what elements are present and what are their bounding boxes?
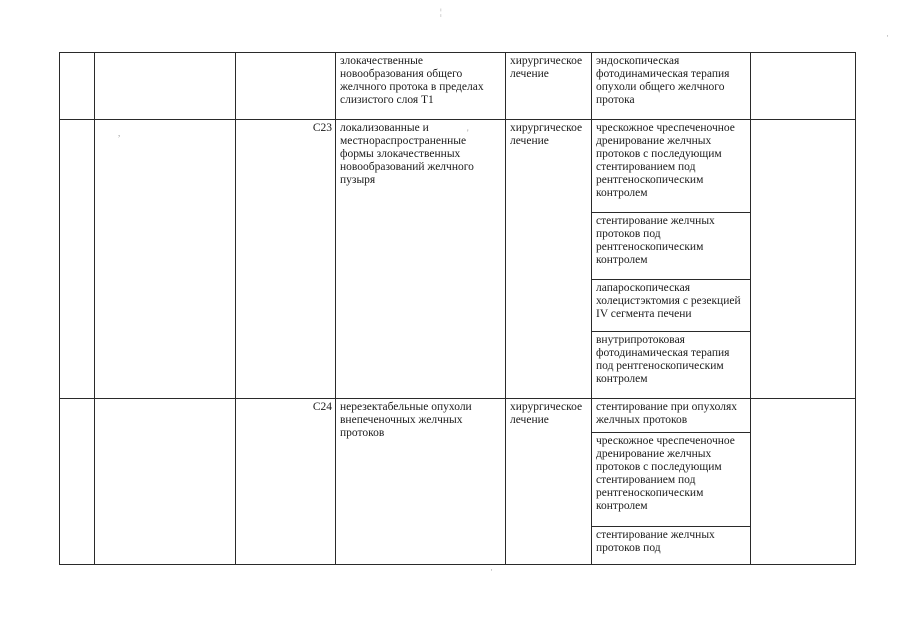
scan-mark-stray: , <box>118 128 121 138</box>
treatment-method-cell: чрескожное чреспеченочное дренирование желчных протоков с последующим стентированием под рентгеноскопическим контролем <box>592 119 751 212</box>
scan-mark-top: ¦ <box>440 7 442 17</box>
table-row <box>60 119 856 212</box>
treatment-type-cell: хирургическое лечение <box>506 399 592 565</box>
icd-code-cell <box>236 53 336 120</box>
number-cell <box>60 399 95 565</box>
treatment-method-cell: стентирование желчных протоков под рентгеноскопическим контролем <box>592 212 751 279</box>
treatment-method-cell: эндоскопическая фотодинамическая терапия опухоли общего желчного протока <box>592 53 751 120</box>
scan-mark-stray: ' <box>467 128 469 138</box>
treatment-method-cell: стентирование желчных протоков под <box>592 526 751 565</box>
scan-mark-bottom: · <box>490 565 493 575</box>
treatment-method-cell: стентирование при опухолях желчных протоков <box>592 399 751 433</box>
nosology-cell: нерезектабельные опухоли внепеченочных желчных протоков <box>336 399 506 565</box>
treatment-method-cell: внутрипротоковая фотодинамическая терапия под рентгеноскопическим контролем <box>592 332 751 399</box>
icd-code-cell: С24 <box>236 399 336 565</box>
care-type-cell <box>95 53 236 120</box>
medical-care-table <box>59 52 856 565</box>
cost-cell <box>751 53 856 120</box>
scan-mark-corner: · <box>886 31 889 41</box>
number-cell <box>60 119 95 398</box>
treatment-type-cell: хирургическое лечение <box>506 119 592 398</box>
treatment-method-cell: чрескожное чреспеченочное дренирование желчных протоков с последующим стентированием под рентгеноскопическим контролем <box>592 433 751 526</box>
table-row <box>60 399 856 433</box>
number-cell <box>60 53 95 120</box>
nosology-cell: локализованные и местнораспространенные формы злокачественных новообразований желчного пузыря <box>336 119 506 398</box>
cost-cell <box>751 119 856 398</box>
treatment-type-cell: хирургическое лечение <box>506 53 592 120</box>
care-type-cell <box>95 119 236 398</box>
nosology-cell: злокачественные новообразования общего желчного протока в пределах слизистого слоя Т1 <box>336 53 506 120</box>
cost-cell <box>751 399 856 565</box>
care-type-cell <box>95 399 236 565</box>
icd-code-cell: С23 <box>236 119 336 398</box>
table-row <box>60 53 856 120</box>
treatment-method-cell: лапароскопическая холецистэктомия с резекцией IV сегмента печени <box>592 279 751 332</box>
